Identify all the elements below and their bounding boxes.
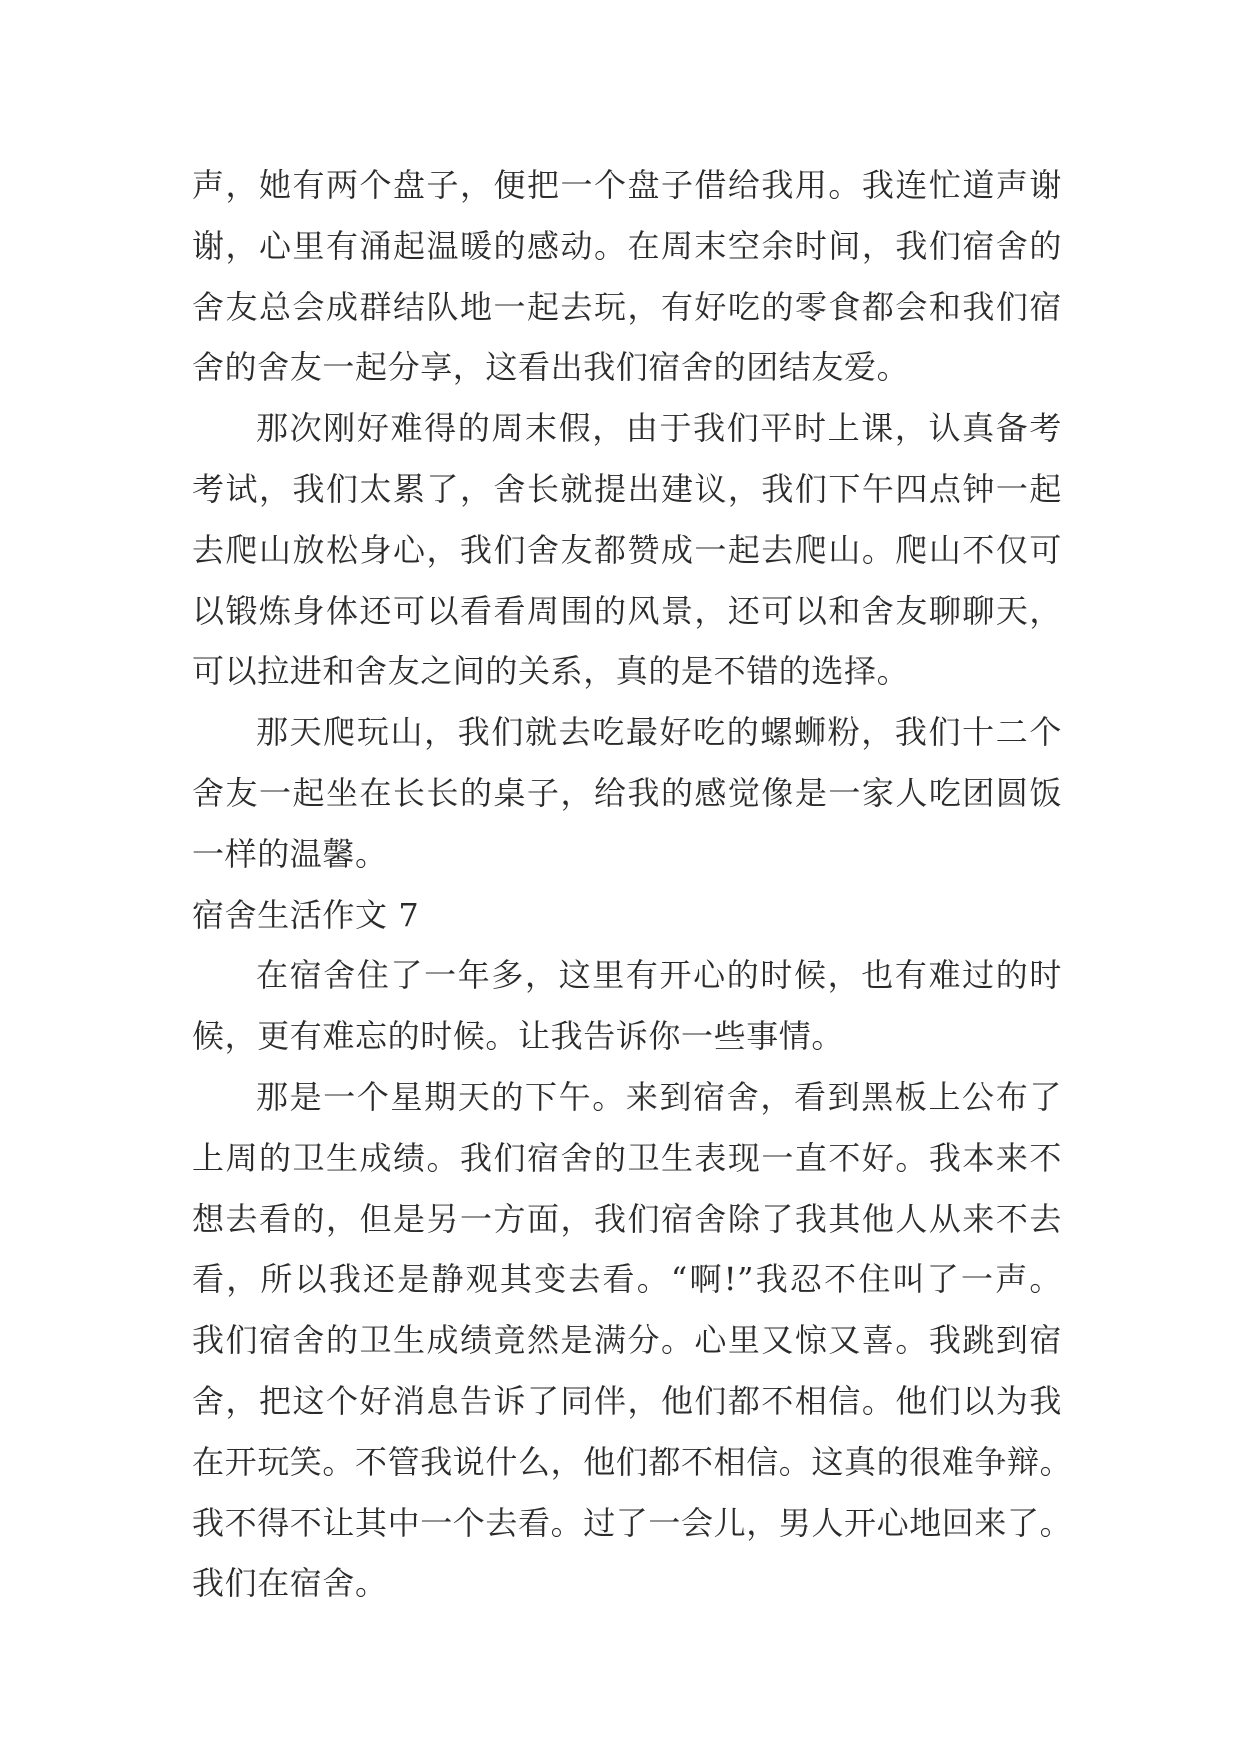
text-line: 那是一个星期天的下午。来到宿舍，看到黑板上公布了 [256, 1077, 1062, 1116]
text-line: 谢，心里有涌起温暖的感动。在周末空余时间，我们宿舍的 [192, 226, 1062, 265]
text-line: 上周的卫生成绩。我们宿舍的卫生表现一直不好。我本来不 [192, 1138, 1062, 1177]
section-heading: 宿舍生活作文 7 [192, 895, 420, 934]
text-line: 我们宿舍的卫生成绩竟然是满分。心里又惊又喜。我跳到宿 [192, 1321, 1062, 1360]
text-line: 想去看的，但是另一方面，我们宿舍除了我其他人从来不去 [192, 1199, 1062, 1238]
text-line: 我不得不让其中一个去看。过了一会儿，男人开心地回来了。 [192, 1503, 1073, 1542]
text-line: 看，所以我还是静观其变去看。“啊!”我忍不住叫了一声。 [192, 1260, 1062, 1299]
text-line: 去爬山放松身心，我们舍友都赞成一起去爬山。爬山不仅可 [192, 530, 1062, 569]
text-line: 那天爬玩山，我们就去吃最好吃的螺蛳粉，我们十二个 [256, 713, 1062, 752]
text-line: 我们在宿舍。 [192, 1564, 388, 1603]
text-line: 候，更有难忘的时候。让我告诉你一些事情。 [192, 1017, 845, 1056]
text-line: 舍友一起坐在长长的桌子，给我的感觉像是一家人吃团圆饭 [192, 773, 1062, 812]
text-line: 可以拉进和舍友之间的关系，真的是不错的选择。 [192, 652, 910, 691]
document-body [192, 155, 1073, 1614]
text-line: 那次刚好难得的周末假，由于我们平时上课，认真备考 [256, 409, 1062, 448]
text-line: 在宿舍住了一年多，这里有开心的时候，也有难过的时 [256, 956, 1062, 995]
text-line: 舍友总会成群结队地一起去玩，有好吃的零食都会和我们宿 [192, 287, 1062, 326]
text-line: 舍的舍友一起分享，这看出我们宿舍的团结友爱。 [192, 348, 910, 387]
text-line: 在开玩笑。不管我说什么，他们都不相信。这真的很难争辩。 [192, 1442, 1073, 1481]
text-line: 声，她有两个盘子，便把一个盘子借给我用。我连忙道声谢 [192, 166, 1062, 204]
text-line: 考试，我们太累了，舍长就提出建议，我们下午四点钟一起 [192, 469, 1062, 508]
text-line: 一样的温馨。 [192, 834, 388, 873]
text-line: 以锻炼身体还可以看看周围的风景，还可以和舍友聊聊天， [192, 591, 1062, 630]
text-line: 舍，把这个好消息告诉了同伴，他们都不相信。他们以为我 [192, 1381, 1062, 1420]
